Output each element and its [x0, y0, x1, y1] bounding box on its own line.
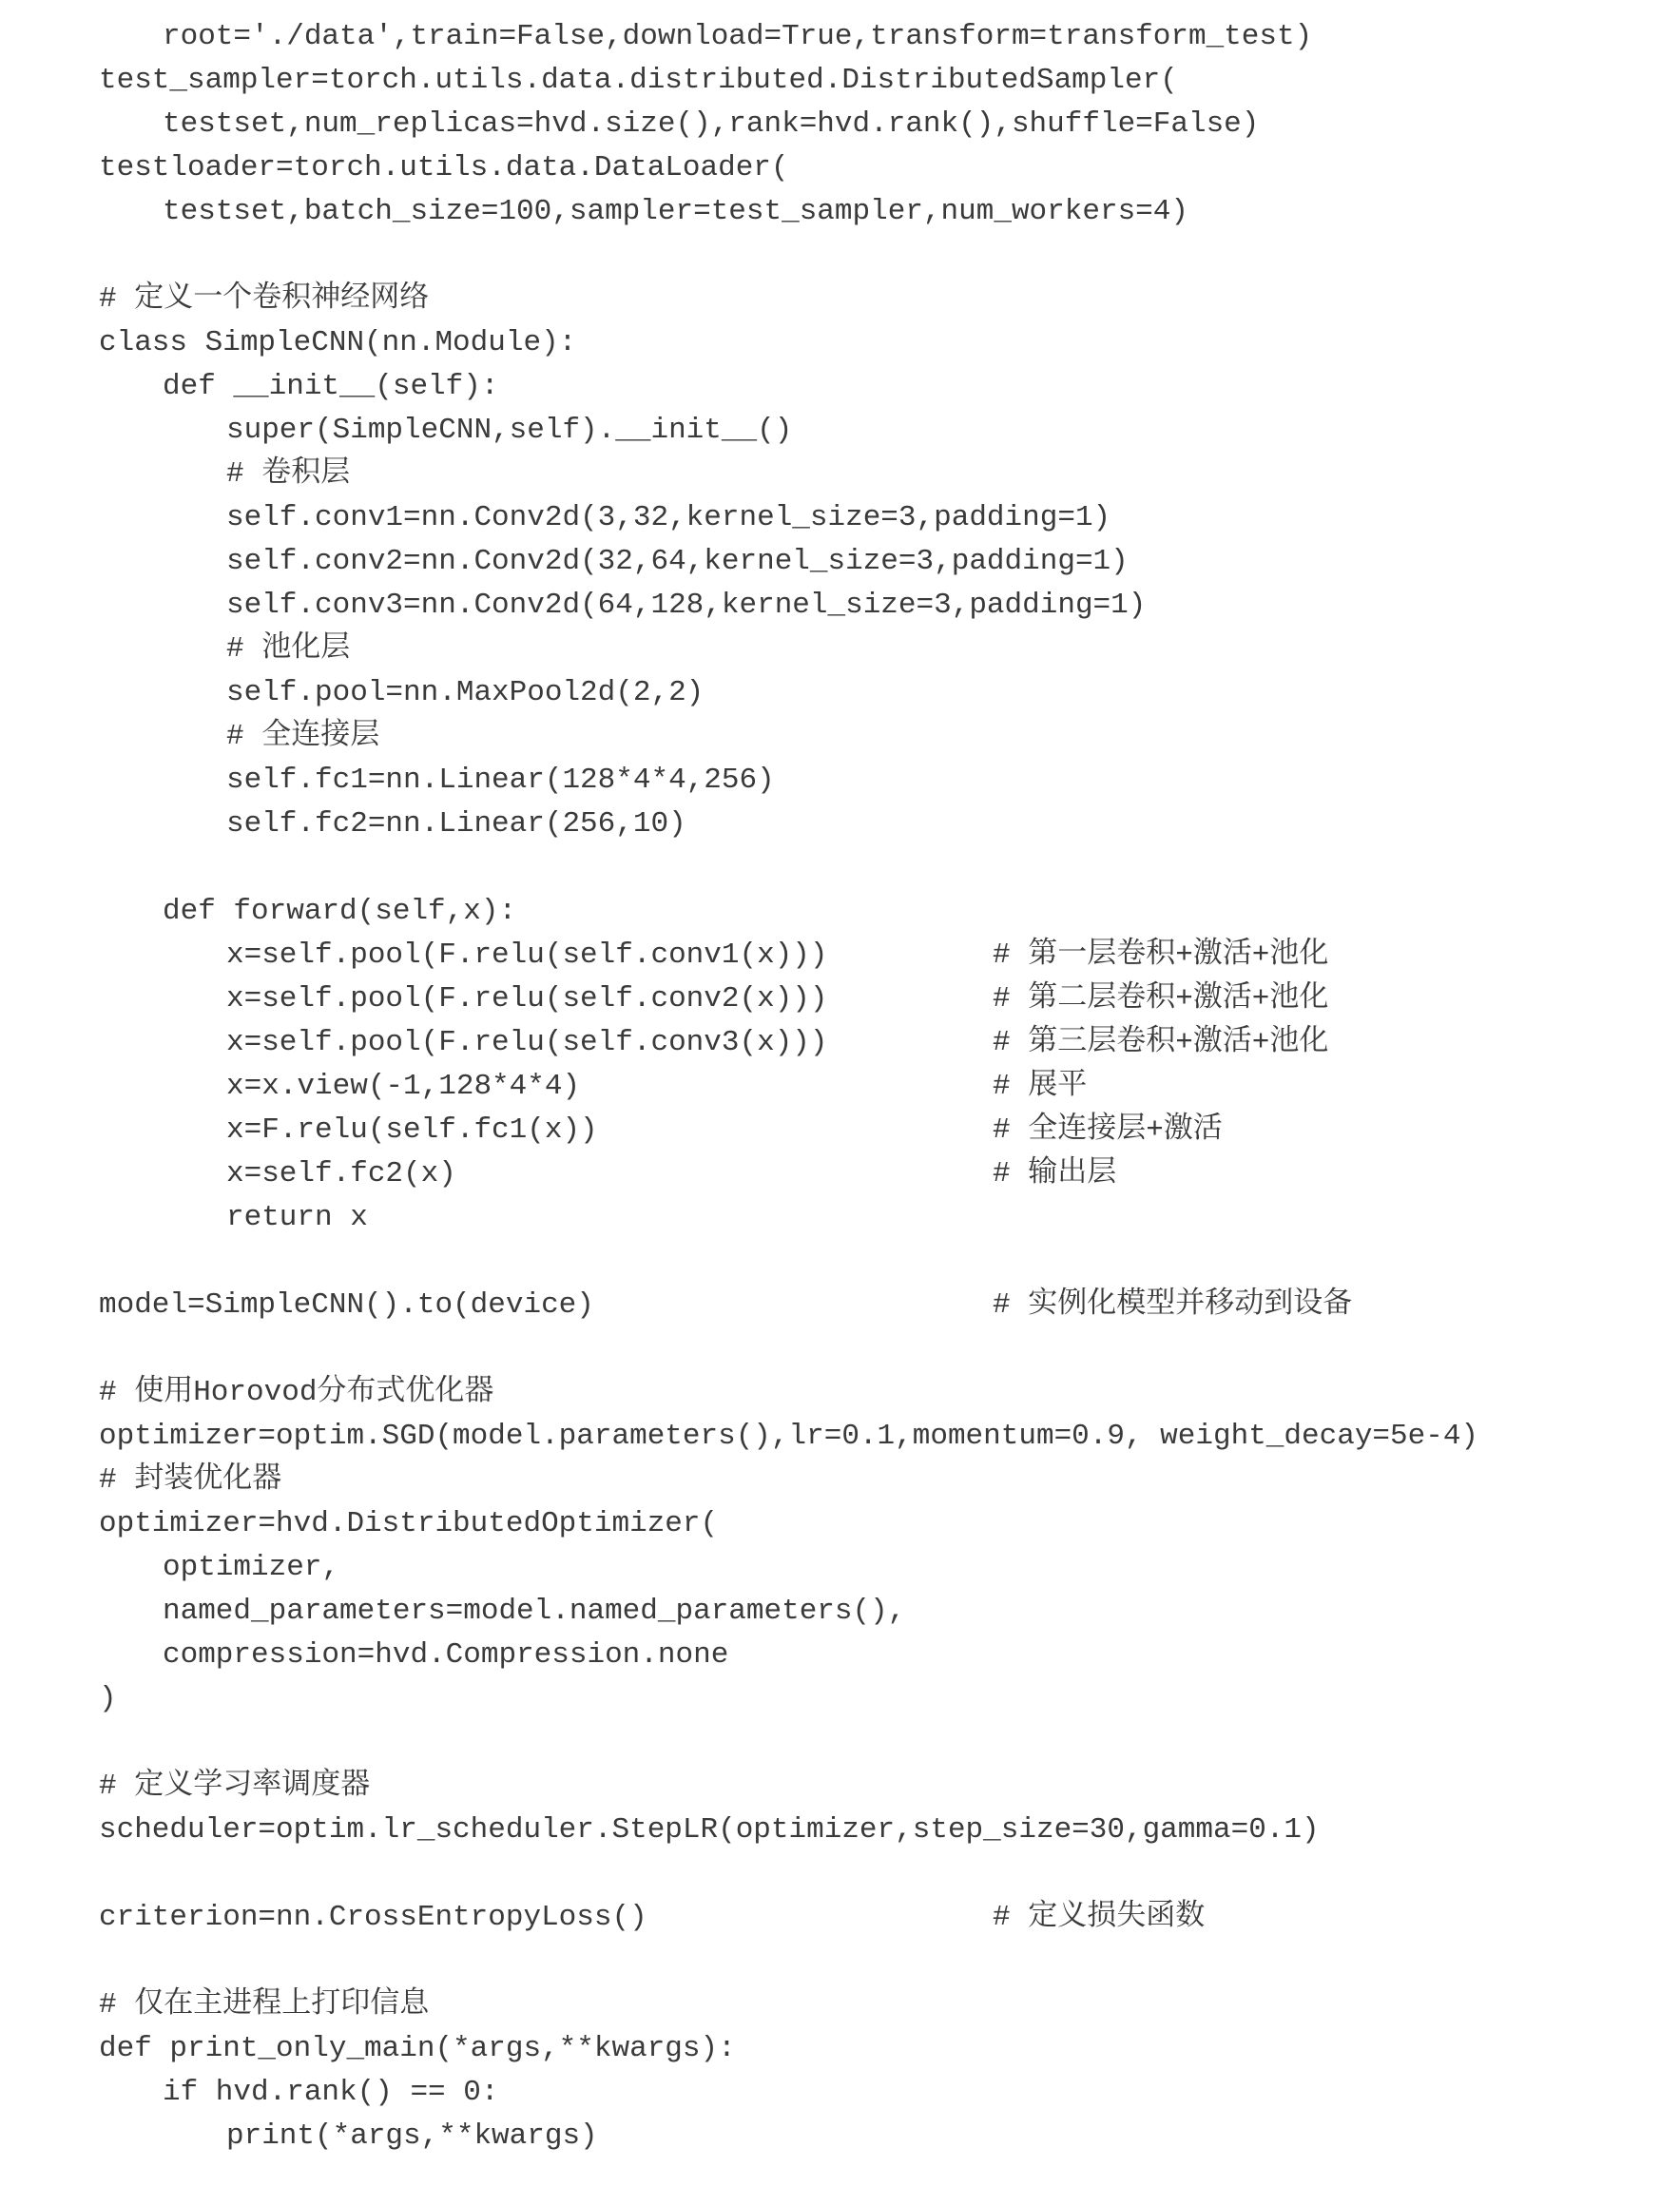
inline-comment: # 展平 [993, 1070, 1088, 1103]
code-text: testset,batch_size=100,sampler=test_sampler,num_workers=4) [163, 195, 1188, 228]
code-text: scheduler=optim.lr_scheduler.StepLR(optimizer,step_size=30,gamma=0.1) [99, 1813, 1320, 1847]
code-comment: # 仅在主进程上打印信息 [99, 1988, 430, 2022]
code-text: x=self.pool(F.relu(self.conv3(x))) [226, 1026, 828, 1059]
code-text: self.fc2=nn.Linear(256,10) [226, 807, 686, 841]
code-text: compression=hvd.Compression.none [163, 1638, 729, 1672]
code-line [99, 977, 1658, 1021]
code-text: x=self.pool(F.relu(self.conv2(x))) [226, 982, 828, 1016]
code-line [99, 1109, 1658, 1152]
code-text: return x [226, 1201, 368, 1234]
code-text: print(*args,**kwargs) [226, 2119, 598, 2153]
code-line [99, 803, 1658, 846]
code-comment: # 使用Horovod分布式优化器 [99, 1376, 494, 1409]
code-line [99, 1371, 1658, 1415]
code-line [99, 1721, 1658, 1765]
code-line [99, 2115, 1658, 2158]
code-line [99, 234, 1658, 278]
code-line [99, 1065, 1658, 1109]
code-line [99, 190, 1658, 234]
code-line [99, 1284, 1658, 1327]
code-line [99, 1677, 1658, 1721]
inline-comment: # 全连接层+激活 [993, 1113, 1223, 1147]
code-line [99, 1152, 1658, 1196]
code-text: test_sampler=torch.utils.data.distributed.DistributedSampler( [99, 64, 1178, 97]
code-comment: # 池化层 [226, 632, 351, 666]
code-text: model=SimpleCNN().to(device) [99, 1288, 594, 1322]
code-text: root='./data',train=False,download=True,transform=transform_test) [163, 20, 1313, 53]
code-line [99, 1852, 1658, 1896]
code-block [99, 15, 1658, 2158]
code-line [99, 584, 1658, 628]
code-line [99, 1502, 1658, 1546]
code-comment: # 定义一个卷积神经网络 [99, 282, 430, 316]
code-line [99, 890, 1658, 934]
code-comment: # 封装优化器 [99, 1463, 282, 1497]
code-line [99, 759, 1658, 803]
code-line [99, 1765, 1658, 1809]
code-text: self.conv3=nn.Conv2d(64,128,kernel_size=3,padding=1) [226, 589, 1147, 622]
code-line [99, 1809, 1658, 1852]
code-text: self.pool=nn.MaxPool2d(2,2) [226, 676, 705, 709]
inline-comment: # 输出层 [993, 1157, 1117, 1190]
code-line [99, 1415, 1658, 1459]
code-text: def __init__(self): [163, 370, 499, 403]
code-text: ) [99, 1682, 117, 1715]
code-text: x=x.view(-1,128*4*4) [226, 1070, 581, 1103]
inline-comment: # 第二层卷积+激活+池化 [993, 982, 1329, 1016]
code-line [99, 671, 1658, 715]
code-line [99, 278, 1658, 321]
code-text: self.conv1=nn.Conv2d(3,32,kernel_size=3,padding=1) [226, 501, 1111, 534]
code-line [99, 1240, 1658, 1284]
code-text: x=self.fc2(x) [226, 1157, 456, 1190]
code-line [99, 2027, 1658, 2071]
code-text: optimizer=hvd.DistributedOptimizer( [99, 1507, 719, 1540]
code-line [99, 409, 1658, 453]
code-line [99, 1590, 1658, 1634]
code-line [99, 540, 1658, 584]
code-line [99, 1021, 1658, 1065]
inline-comment: # 定义损失函数 [993, 1901, 1206, 1934]
code-text: if hvd.rank() == 0: [163, 2076, 499, 2109]
code-text: optimizer, [163, 1551, 340, 1584]
code-text: x=F.relu(self.fc1(x)) [226, 1113, 598, 1147]
code-text: self.fc1=nn.Linear(128*4*4,256) [226, 764, 775, 797]
code-text: super(SimpleCNN,self).__init__() [226, 414, 793, 447]
code-line [99, 1459, 1658, 1502]
code-line [99, 1327, 1658, 1371]
code-line [99, 1940, 1658, 1983]
code-text: x=self.pool(F.relu(self.conv1(x))) [226, 939, 828, 972]
code-text: class SimpleCNN(nn.Module): [99, 326, 577, 359]
code-line [99, 1546, 1658, 1590]
code-text: named_parameters=model.named_parameters(), [163, 1595, 906, 1628]
code-line [99, 321, 1658, 365]
code-comment: # 定义学习率调度器 [99, 1770, 371, 1803]
code-line [99, 934, 1658, 977]
code-text: def print_only_main(*args,**kwargs): [99, 2032, 736, 2065]
code-line [99, 59, 1658, 103]
code-line [99, 365, 1658, 409]
code-line [99, 715, 1658, 759]
code-line [99, 1196, 1658, 1240]
code-line [99, 846, 1658, 890]
inline-comment: # 实例化模型并移动到设备 [993, 1288, 1353, 1322]
code-text: testset,num_replicas=hvd.size(),rank=hvd.rank(),shuffle=False) [163, 107, 1260, 141]
code-line [99, 1896, 1658, 1940]
code-comment: # 卷积层 [226, 457, 351, 491]
code-line [99, 15, 1658, 59]
code-line [99, 103, 1658, 146]
code-text: optimizer=optim.SGD(model.parameters(),lr=0.1,momentum=0.9, weight_decay=5e-4) [99, 1420, 1479, 1453]
code-line [99, 453, 1658, 496]
code-line [99, 1983, 1658, 2027]
code-line [99, 146, 1658, 190]
code-text: testloader=torch.utils.data.DataLoader( [99, 151, 789, 184]
code-comment: # 全连接层 [226, 720, 380, 753]
code-line [99, 1634, 1658, 1677]
inline-comment: # 第一层卷积+激活+池化 [993, 939, 1329, 972]
code-text: self.conv2=nn.Conv2d(32,64,kernel_size=3,padding=1) [226, 545, 1129, 578]
code-line [99, 2071, 1658, 2115]
inline-comment: # 第三层卷积+激活+池化 [993, 1026, 1329, 1059]
code-line [99, 628, 1658, 671]
code-text: criterion=nn.CrossEntropyLoss() [99, 1901, 647, 1934]
code-line [99, 496, 1658, 540]
code-text: def forward(self,x): [163, 895, 517, 928]
